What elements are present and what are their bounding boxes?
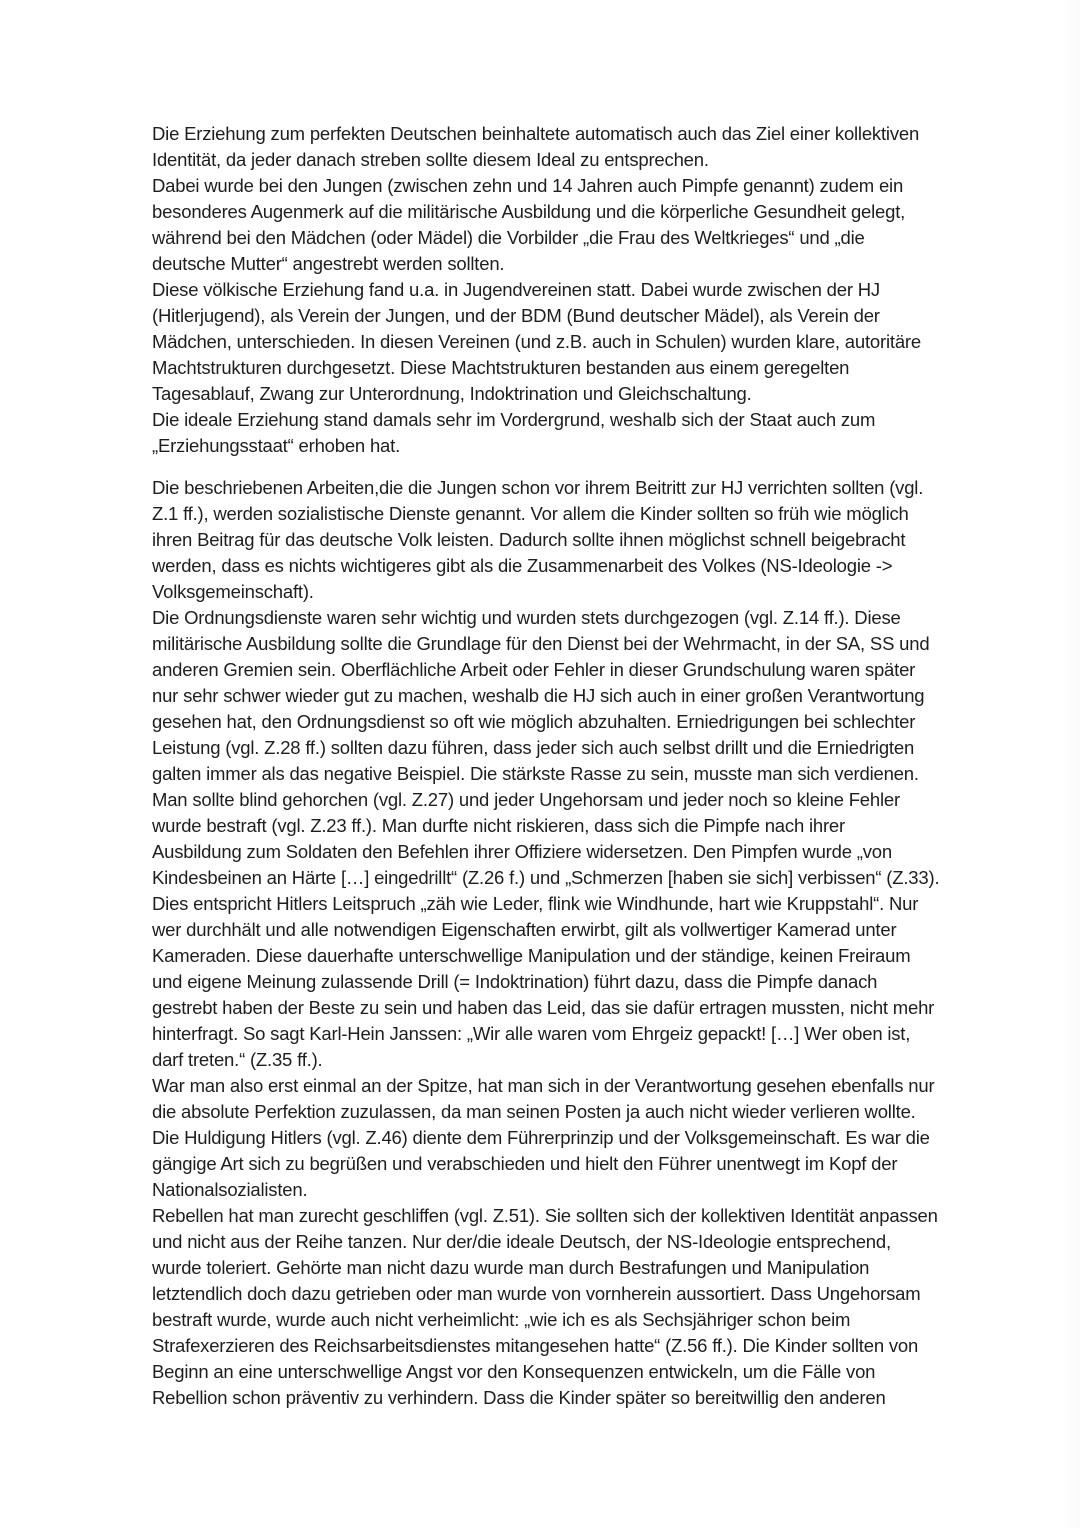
text-line: Die Ordnungsdienste waren sehr wichtig und wurden stets durchgezogen (vgl. Z.14 ff.). Diese: [152, 607, 901, 628]
text-line: Kindesbeinen an Härte […] eingedrillt“ (Z.26 f.) und „Schmerzen [haben sie sich] verbissen“ (Z.33).: [152, 867, 940, 888]
text-line: galten immer als das negative Beispiel. Die stärkste Rasse zu sein, musste man sich verdienen.: [152, 763, 919, 784]
text-line: die absolute Perfektion zuzulassen, da man seinen Posten ja auch nicht wieder verlieren wollte.: [152, 1101, 916, 1122]
text-line: Man sollte blind gehorchen (vgl. Z.27) und jeder Ungehorsam und jeder noch so kleine Fehler: [152, 789, 900, 810]
text-line: wer durchhält und alle notwendigen Eigenschaften erwirbt, gilt als vollwertiger Kamerad unter: [152, 919, 897, 940]
text-line: deutsche Mutter“ angestrebt werden sollten.: [152, 253, 505, 274]
text-line: Die Erziehung zum perfekten Deutschen beinhaltete automatisch auch das Ziel einer kollektiven: [152, 123, 920, 144]
text-line: Strafexerzieren des Reichsarbeitsdienstes mitangesehen hatte“ (Z.56 ff.). Die Kinder sollten von: [152, 1335, 919, 1356]
text-line: militärische Ausbildung sollte die Grundlage für den Dienst bei der Wehrmacht, in der SA, SS und: [152, 633, 930, 654]
text-line: letztendlich doch dazu getrieben oder man wurde von vornherein aussortiert. Dass Ungehorsam: [152, 1283, 921, 1304]
text-line: wurde bestraft (vgl. Z.23 ff.). Man durfte nicht riskieren, dass sich die Pimpfe nach ihrer: [152, 815, 845, 836]
text-line: gängige Art sich zu begrüßen und verabschieden und hielt den Führer unentwegt im Kopf der: [152, 1153, 898, 1174]
text-line: gestrebt haben der Beste zu sein und haben das Leid, das sie dafür ertragen mussten, nicht mehr: [152, 997, 935, 1018]
text-line: Tagesablauf, Zwang zur Unterordnung, Indoktrination und Gleichschaltung.: [152, 383, 752, 404]
text-line: Volksgemeinschaft).: [152, 581, 314, 602]
text-line: Mädchen, unterschieden. In diesen Vereinen (und z.B. auch in Schulen) wurden klare, autoritäre: [152, 331, 921, 352]
text-line: werden, dass es nichts wichtigeres gibt als die Zusammenarbeit des Volkes (NS-Ideologie ->: [152, 555, 893, 576]
text-line: Dabei wurde bei den Jungen (zwischen zehn und 14 Jahren auch Pimpfe genannt) zudem ein: [152, 175, 904, 196]
scan-edge-shadow: [1062, 0, 1080, 1528]
text-line: Rebellen hat man zurecht geschliffen (vgl. Z.51). Sie sollten sich der kollektiven Identität anpassen: [152, 1205, 938, 1226]
text-line: (Hitlerjugend), als Verein der Jungen, und der BDM (Bund deutscher Mädel), als Verein der: [152, 305, 880, 326]
text-line: Dies entspricht Hitlers Leitspruch „zäh wie Leder, flink wie Windhunde, hart wie Kruppstahl“. Nur: [152, 893, 919, 914]
text-line: wurde toleriert. Gehörte man nicht dazu wurde man durch Bestrafungen und Manipulation: [152, 1257, 870, 1278]
text-line: War man also erst einmal an der Spitze, hat man sich in der Verantwortung gesehen ebenfalls nur: [152, 1075, 935, 1096]
paragraph-analysis: [152, 475, 967, 1411]
text-line: nur sehr schwer wieder gut zu machen, weshalb die HJ sich auch in einer großen Verantwortung: [152, 685, 925, 706]
text-line: Beginn an eine unterschwellige Angst vor den Konsequenzen entwickeln, um die Fälle von: [152, 1361, 876, 1382]
text-line: hinterfragt. So sagt Karl-Hein Janssen: „Wir alle waren vom Ehrgeiz gepackt! […] Wer oben ist,: [152, 1023, 911, 1044]
text-line: Die beschriebenen Arbeiten,die die Jungen schon vor ihrem Beitritt zur HJ verrichten sollten (vgl.: [152, 477, 924, 498]
text-line: Kameraden. Diese dauerhafte unterschwellige Manipulation und der ständige, keinen Freiraum: [152, 945, 911, 966]
text-line: Diese völkische Erziehung fand u.a. in Jugendvereinen statt. Dabei wurde zwischen der HJ: [152, 279, 880, 300]
text-line: Machtstrukturen durchgesetzt. Diese Machtstrukturen bestanden aus einem geregelten: [152, 357, 850, 378]
text-line: und eigene Meinung zulassende Drill (= Indoktrination) führt dazu, dass die Pimpfe danach: [152, 971, 878, 992]
text-line: Die ideale Erziehung stand damals sehr im Vordergrund, weshalb sich der Staat auch zum: [152, 409, 876, 430]
text-line: gesehen hat, den Ordnungsdienst so oft wie möglich abzuhalten. Erniedrigungen bei schlechter: [152, 711, 916, 732]
text-line: Ausbildung zum Soldaten den Befehlen ihrer Offiziere widersetzen. Den Pimpfen wurde „von: [152, 841, 892, 862]
text-line: Z.1 ff.), werden sozialistische Dienste genannt. Vor allem die Kinder sollten so früh wie möglich: [152, 503, 909, 524]
essay-text-block: [152, 121, 967, 1411]
text-line: besonderes Augenmerk auf die militärische Ausbildung und die körperliche Gesundheit gelegt,: [152, 201, 906, 222]
text-line: darf treten.“ (Z.35 ff.).: [152, 1049, 323, 1070]
text-line: Identität, da jeder danach streben sollte diesem Ideal zu entsprechen.: [152, 149, 709, 170]
text-line: während bei den Mädchen (oder Mädel) die Vorbilder „die Frau des Weltkrieges“ und „die: [152, 227, 865, 248]
text-line: Rebellion schon präventiv zu verhindern. Dass die Kinder später so bereitwillig den anderen: [152, 1387, 886, 1408]
text-line: anderen Gremien sein. Oberflächliche Arbeit oder Fehler in dieser Grundschulung waren später: [152, 659, 916, 680]
text-line: „Erziehungsstaat“ erhoben hat.: [152, 435, 401, 456]
text-line: Leistung (vgl. Z.28 ff.) sollten dazu führen, dass jeder sich auch selbst drillt und die Erniedrigten: [152, 737, 915, 758]
text-line: Nationalsozialisten.: [152, 1179, 308, 1200]
text-line: bestraft wurde, wurde auch nicht verheimlicht: „wie ich es als Sechsjähriger schon beim: [152, 1309, 851, 1330]
paragraph-introduction: [152, 121, 967, 459]
text-line: Die Huldigung Hitlers (vgl. Z.46) diente dem Führerprinzip und der Volksgemeinschaft. Es war die: [152, 1127, 930, 1148]
text-line: und nicht aus der Reihe tanzen. Nur der/die ideale Deutsch, der NS-Ideologie entsprechend,: [152, 1231, 891, 1252]
text-line: ihren Beitrag für das deutsche Volk leisten. Dadurch sollte ihnen möglichst schnell beigebracht: [152, 529, 906, 550]
